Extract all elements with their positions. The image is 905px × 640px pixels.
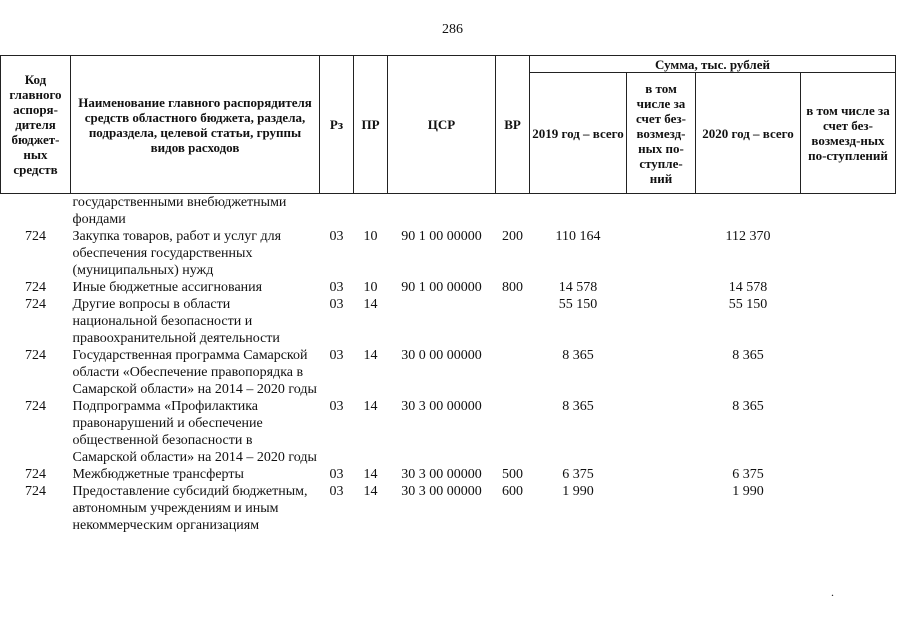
continuation-text: государственными внебюджетными фондами bbox=[72, 195, 287, 227]
cell-grants-2019 bbox=[627, 483, 696, 534]
cell-vr: 200 bbox=[502, 229, 523, 244]
cell-grants-2020 bbox=[801, 296, 896, 347]
header-rz: Рз bbox=[320, 56, 354, 194]
stray-mark: . bbox=[831, 585, 834, 599]
table-row bbox=[1, 347, 896, 398]
cell-csr: 30 0 00 00000 bbox=[401, 348, 482, 363]
cell-sum-2019: 1 990 bbox=[562, 484, 594, 499]
cell-sum-2020: 14 578 bbox=[728, 280, 768, 295]
cell-name: Предоставление субсидий бюджетным, автономным учреждениям и иным некоммерческим организациям bbox=[72, 484, 308, 533]
cell-code: 724 bbox=[25, 348, 46, 363]
cell-grants-2019 bbox=[627, 398, 696, 466]
cell-pr: 14 bbox=[363, 297, 378, 312]
cell-csr: 90 1 00 00000 bbox=[401, 229, 482, 244]
cell-csr: 30 3 00 00000 bbox=[401, 484, 482, 499]
cell-rz: 03 bbox=[329, 484, 344, 499]
cell-pr: 14 bbox=[363, 348, 378, 363]
page-number: 286 bbox=[442, 22, 463, 37]
header-pr: ПР bbox=[354, 56, 388, 194]
cell-grants-2019 bbox=[627, 296, 696, 347]
cell-name: Подпрограмма «Профилактика правонарушений и обеспечение общественной безопасности в Самарской области» на 2014 – 2020 годы bbox=[72, 399, 317, 465]
cell-csr: 90 1 00 00000 bbox=[401, 280, 482, 295]
cell-grants-2019 bbox=[627, 228, 696, 279]
cell-sum-2020: 1 990 bbox=[732, 484, 764, 499]
cell-grants-2020 bbox=[801, 483, 896, 534]
cell-sum-2019: 8 365 bbox=[562, 348, 594, 363]
cell-rz: 03 bbox=[329, 297, 344, 312]
cell-sum-2020: 6 375 bbox=[732, 467, 764, 482]
cell-vr bbox=[496, 296, 530, 347]
cell-grants-2019 bbox=[627, 279, 696, 296]
cell-name: Иные бюджетные ассигнования bbox=[72, 280, 263, 295]
cell-vr bbox=[496, 398, 530, 466]
cell-sum-2020: 8 365 bbox=[732, 399, 764, 414]
table-body bbox=[1, 194, 896, 535]
cell-code: 724 bbox=[25, 467, 46, 482]
table-header bbox=[1, 56, 896, 194]
cell-grants-2019 bbox=[627, 347, 696, 398]
cell-rz: 03 bbox=[329, 348, 344, 363]
table-row bbox=[1, 483, 896, 534]
cell-code: 724 bbox=[25, 280, 46, 295]
table-row bbox=[1, 398, 896, 466]
cell-sum-2019: 8 365 bbox=[562, 399, 594, 414]
cell-sum-2019: 55 150 bbox=[558, 297, 598, 312]
cell-vr: 500 bbox=[502, 467, 523, 482]
cell-name: Государственная программа Самарской области «Обеспечение правопорядка в Самарской области» на 2014 – 2020 годы bbox=[72, 348, 317, 397]
table-row bbox=[1, 279, 896, 296]
budget-table bbox=[0, 55, 896, 534]
cell-rz: 03 bbox=[329, 229, 344, 244]
table-row bbox=[1, 466, 896, 483]
header-vr: ВР bbox=[496, 56, 530, 194]
cell-pr: 10 bbox=[363, 280, 378, 295]
cell-name: Межбюджетные трансферты bbox=[72, 467, 244, 482]
cell-vr bbox=[496, 347, 530, 398]
cell-rz: 03 bbox=[329, 467, 344, 482]
header-csr: ЦСР bbox=[388, 56, 496, 194]
header-2019-grants: в том числе за счет без-возмезд-ных по-ступле-ний bbox=[627, 73, 696, 194]
cell-sum-2019: 6 375 bbox=[562, 467, 594, 482]
cell-pr: 14 bbox=[363, 467, 378, 482]
cell-csr bbox=[388, 296, 496, 347]
cell-grants-2020 bbox=[801, 279, 896, 296]
table-row bbox=[1, 228, 896, 279]
header-2020-grants: в том числе за счет без-возмезд-ных по-ступлений bbox=[801, 73, 896, 194]
cell-grants-2020 bbox=[801, 347, 896, 398]
cell-name: Другие вопросы в области национальной безопасности и правоохранительной деятельности bbox=[72, 297, 280, 346]
cell-code: 724 bbox=[25, 229, 46, 244]
header-2020-total: 2020 год – всего bbox=[696, 73, 801, 194]
cell-vr: 600 bbox=[502, 484, 523, 499]
cell-grants-2020 bbox=[801, 398, 896, 466]
cell-code: 724 bbox=[25, 484, 46, 499]
cell-csr: 30 3 00 00000 bbox=[401, 399, 482, 414]
cell-grants-2020 bbox=[801, 228, 896, 279]
cell-rz: 03 bbox=[329, 280, 344, 295]
cell-sum-2020: 55 150 bbox=[728, 297, 768, 312]
cell-grants-2019 bbox=[627, 466, 696, 483]
header-sum: Сумма, тыс. рублей bbox=[530, 56, 896, 73]
cell-code: 724 bbox=[25, 399, 46, 414]
cell-csr: 30 3 00 00000 bbox=[401, 467, 482, 482]
cell-pr: 14 bbox=[363, 484, 378, 499]
header-2019-total: 2019 год – всего bbox=[530, 73, 627, 194]
cell-pr: 10 bbox=[363, 229, 378, 244]
cell-sum-2019: 14 578 bbox=[558, 280, 598, 295]
cell-grants-2020 bbox=[801, 466, 896, 483]
header-code: Код главного аспоря-дителя бюджет-ных средств bbox=[1, 56, 71, 194]
cell-sum-2020: 112 370 bbox=[725, 229, 771, 244]
cell-rz: 03 bbox=[329, 399, 344, 414]
continuation-row bbox=[1, 194, 896, 229]
cell-vr: 800 bbox=[502, 280, 523, 295]
cell-sum-2019: 110 164 bbox=[555, 229, 601, 244]
cell-sum-2020: 8 365 bbox=[732, 348, 764, 363]
cell-name: Закупка товаров, работ и услуг для обеспечения государственных (муниципальных) нужд bbox=[72, 229, 282, 278]
cell-code: 724 bbox=[25, 297, 46, 312]
cell-pr: 14 bbox=[363, 399, 378, 414]
table-row bbox=[1, 296, 896, 347]
header-name: Наименование главного распорядителя средств областного бюджета, раздела, подраздела, целевой статьи, группы видов расходов bbox=[71, 56, 320, 194]
